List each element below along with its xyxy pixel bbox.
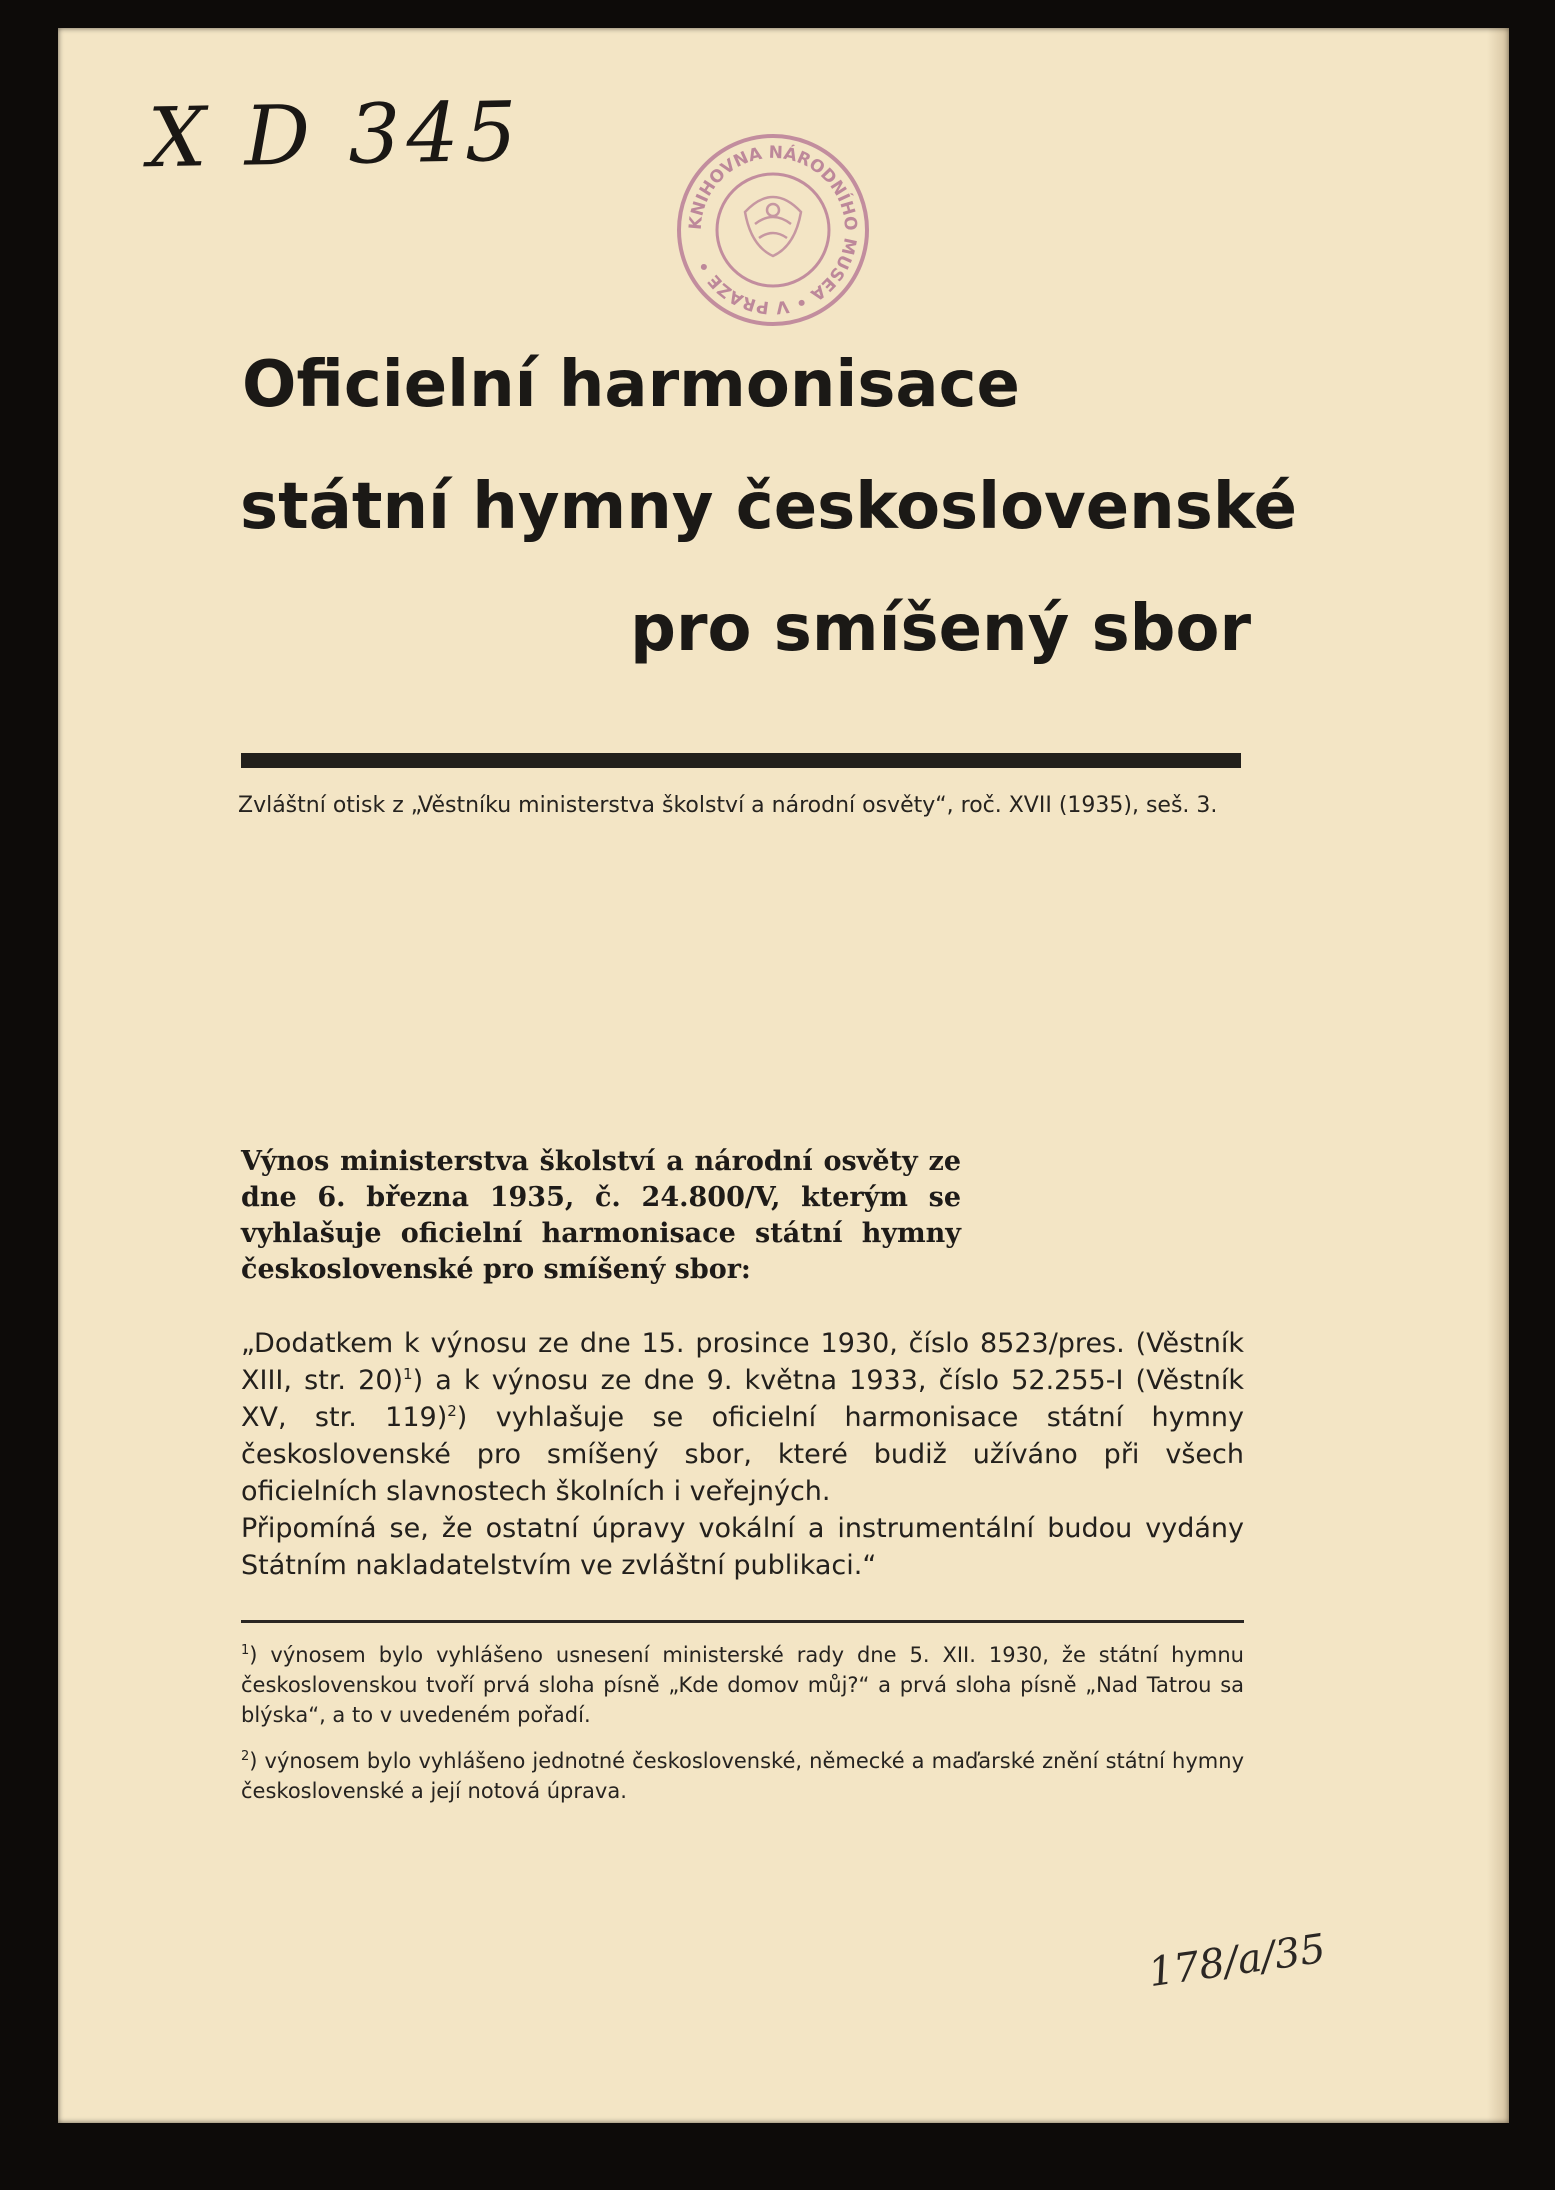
document-page bbox=[58, 28, 1509, 2123]
footnotes bbox=[241, 1640, 1244, 1822]
title-line-2: státní hymny československé bbox=[240, 470, 1298, 544]
footnote-ref-1: 1 bbox=[403, 1365, 413, 1383]
decree-heading: Výnos ministerstva školství a národní osvěty ze dne 6. března 1935, č. 24.800/V, kterým se vyhlašuje oficielní harmonisace státní hymny československé pro smíšený sbor: bbox=[241, 1146, 961, 1285]
decree-paragraph-2: Připomíná se, že ostatní úpravy vokální a instrumentální budou vydány Státním nakladatelstvím ve zvláštní publikaci.“ bbox=[241, 1513, 1244, 1581]
title-line-1: Oficielní harmonisace bbox=[242, 348, 1020, 422]
title-divider bbox=[241, 753, 1241, 768]
svg-text:KNIHOVNA NÁRODNÍHO MUSEA • V P bbox=[686, 142, 861, 317]
decree-paragraph-1: „Dodatkem k výnosu ze dne 15. prosince 1930, číslo 8523/pres. (Věstník XIII, str. 20)$^1$) a k výnosu ze dne 9. května 1933, číslo 52.255-I (Věstník XV, str. 119)$^2$) vyhlašuje se oficielní harmonisace státní hymny československé pro smíšený sbor, které budiž užíváno při všech oficielních slavnostech školních i veřejných. bbox=[241, 1328, 1244, 1507]
footnote-divider bbox=[241, 1620, 1244, 1623]
library-stamp-icon bbox=[675, 132, 871, 328]
handwritten-call-number: X D 345 bbox=[147, 84, 524, 187]
footnote-2: $^2$) výnosem bylo vyhlášeno jednotné československé, německé a maďarské znění státní hymny československé a její notová úprava. bbox=[241, 1749, 1244, 1803]
stamp-text: KNIHOVNA NÁRODNÍHO MUSEA • V PRAZE • bbox=[685, 142, 861, 318]
offprint-note: Zvláštní otisk z „Věstníku ministerstva školství a národní osvěty“, roč. XVII (1935), seš. 3. bbox=[238, 793, 1218, 818]
decree-body bbox=[241, 1325, 1244, 1584]
footnote-ref-2: 2 bbox=[447, 1402, 457, 1420]
footnote-1: $^1$) výnosem bylo vyhlášeno usnesení ministerské rady dne 5. XII. 1930, že státní hymnu československou tvoří prvá sloha písně „Kde domov můj?“ a prvá sloha písně „Nad Tatrou sa blýska“, a to v uvedeném pořadí. bbox=[241, 1643, 1244, 1727]
title-line-3: pro smíšený sbor bbox=[630, 592, 1251, 666]
handwritten-inventory-note: 178/a/35 bbox=[1145, 1925, 1329, 1997]
